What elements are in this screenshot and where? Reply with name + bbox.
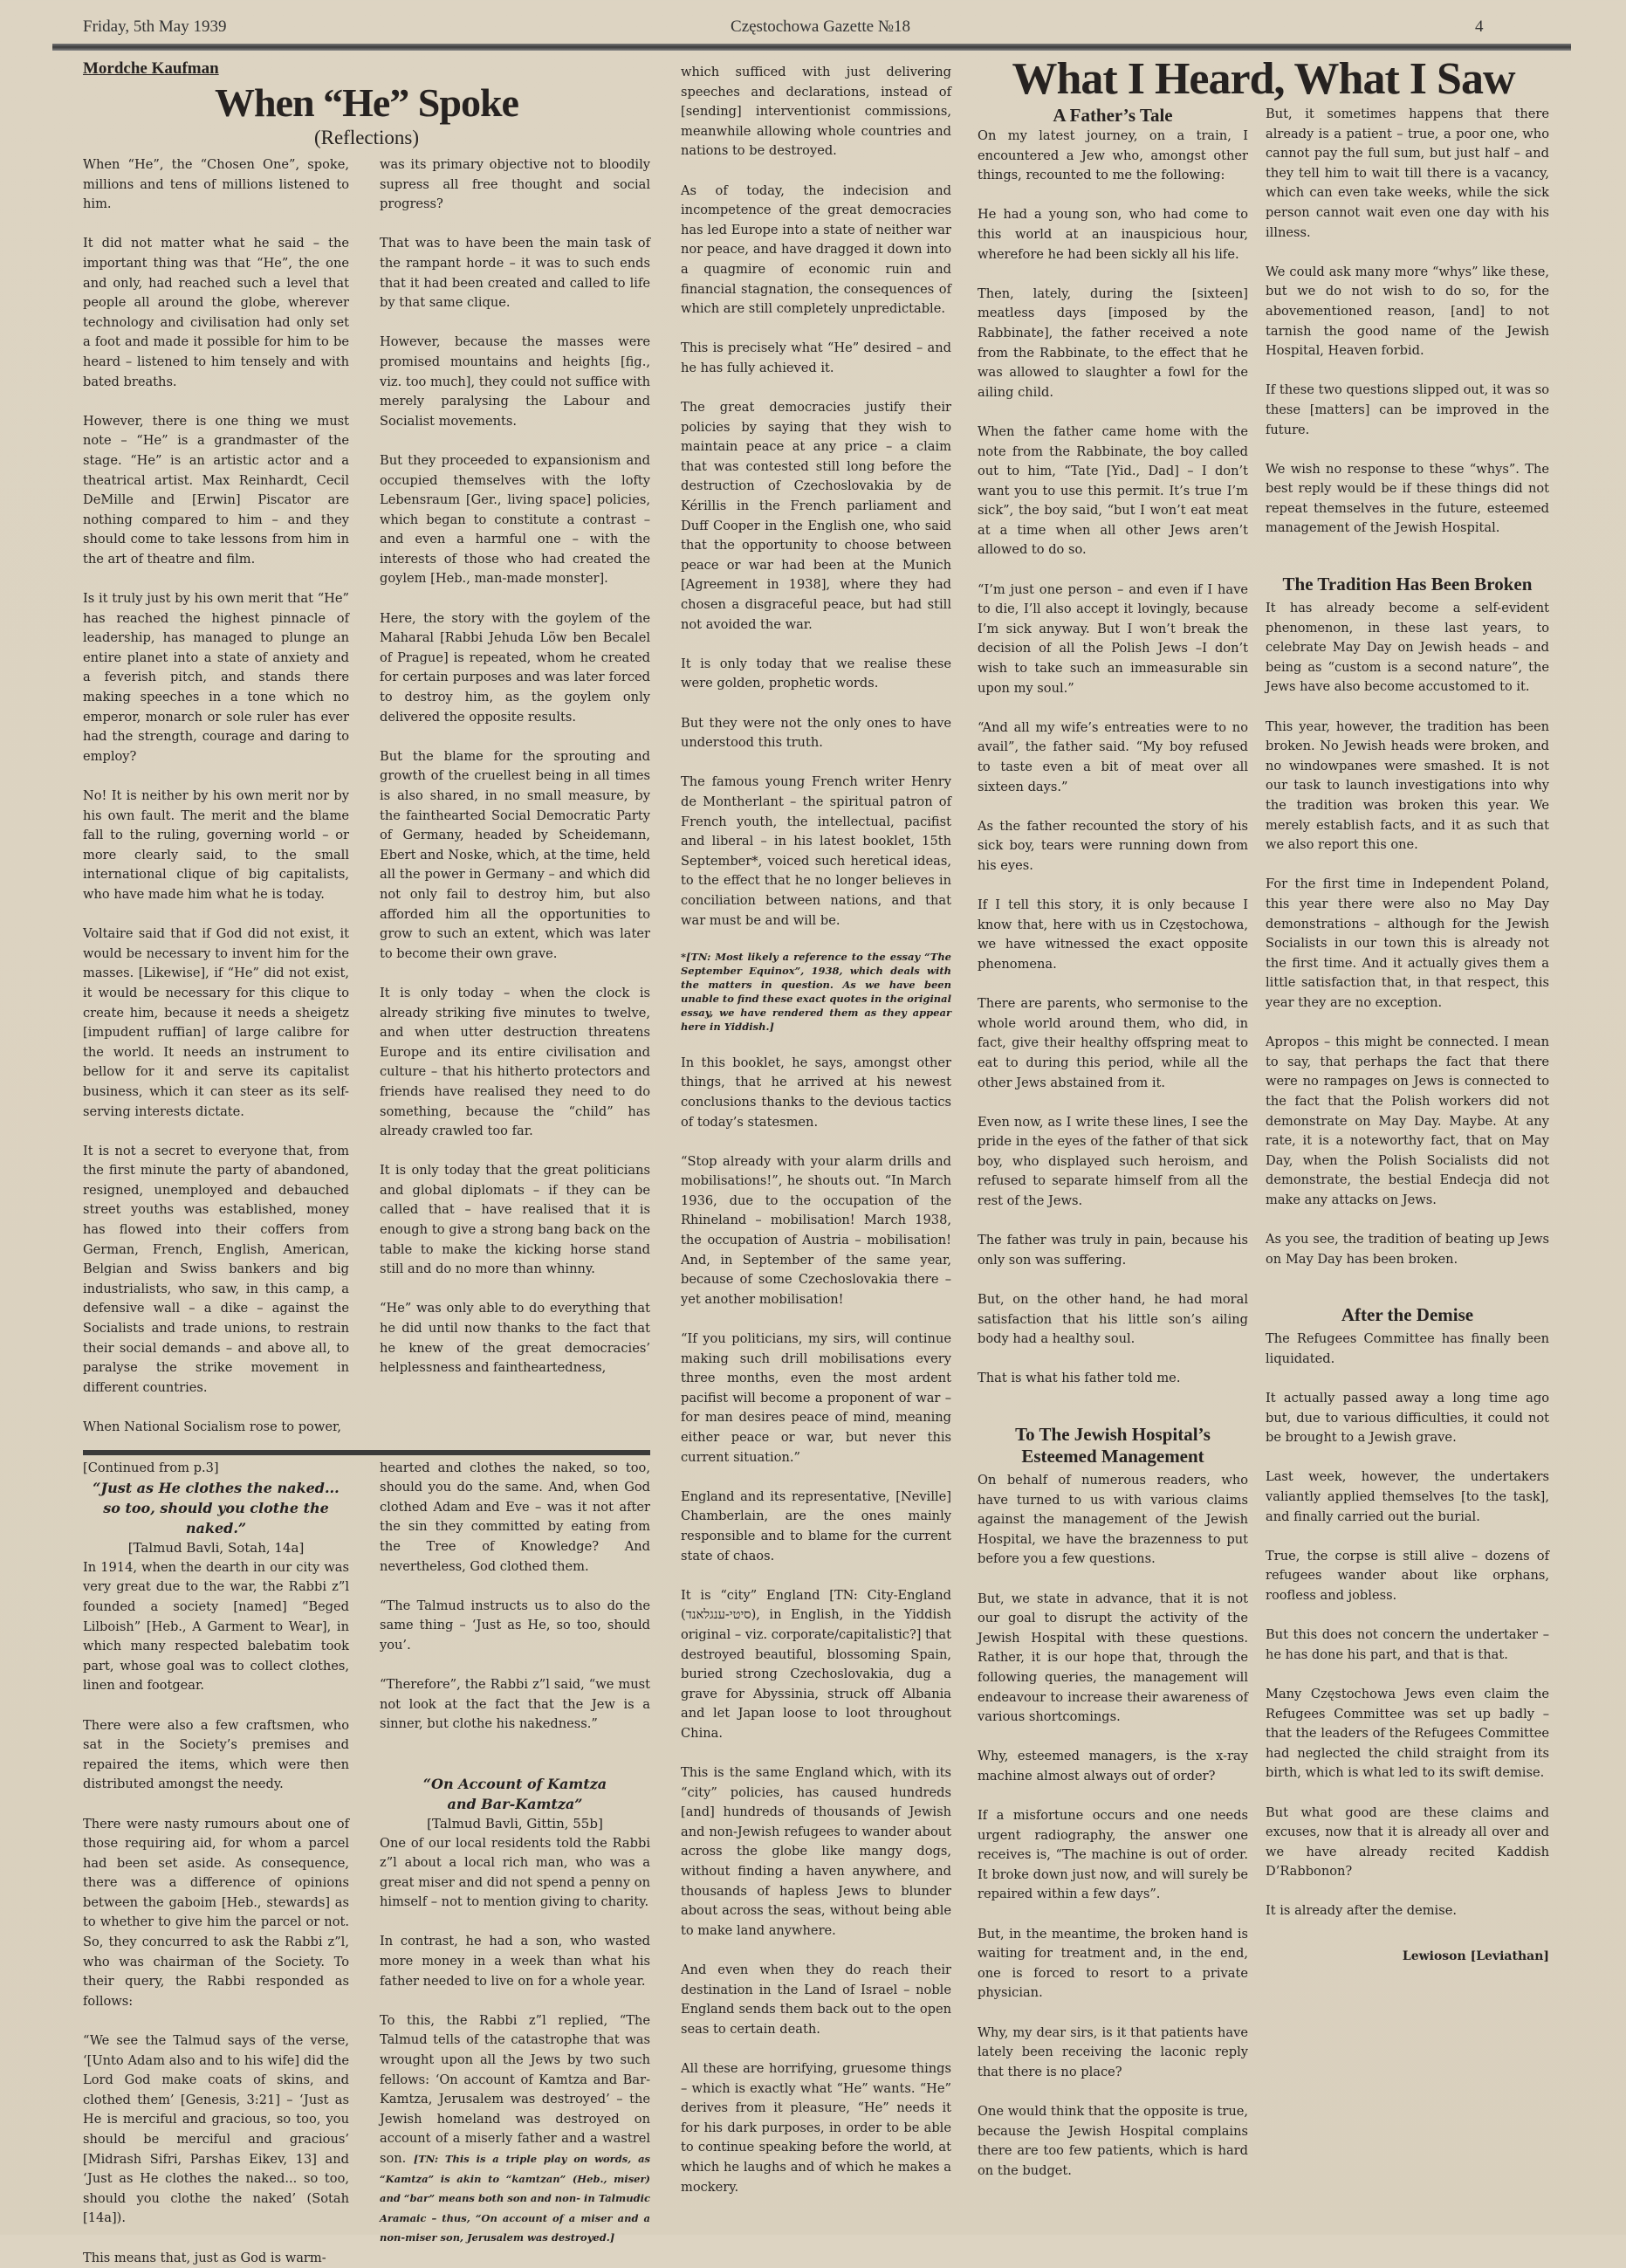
paragraph: We wish no response to these “whys”. The best reply would be if these things did not repeat themselves in the future, esteemed management of the Jewish Hospital. [1266, 461, 1549, 536]
paragraph: This means that, just as God is warm- [83, 2250, 326, 2265]
issue-date: Friday, 5th May 1939 [83, 17, 227, 36]
tradition-text [1266, 599, 1549, 1269]
paragraph: No! It is neither by his own merit nor by his own fault. The merit and the blame fall to the ruling, governing world – or more clearly said, to the small international clique of big capitalists, who have made him what he is today. [83, 788, 349, 902]
paragraph: We could ask many more “whys” like these, but we do not wish to do so, for the abovementioned reason, [and] to not tarnish the good name of the Jewish Hospital, Heaven forbid. [1266, 264, 1549, 359]
paragraph: One would think that the opposite is true, because the Jewish Hospital complains there are too few patients, which is hard on the budget. [978, 2104, 1248, 2178]
translator-note: *[TN: Most likely a reference to the essay “The September Equinox”, 1938, which deals with the matters in question. As we have been unable to find these exact quotes in the original essay, we have rendered them as they appear here in Yiddish.] [681, 951, 951, 1034]
section-title: What I Heard, What I Saw [1012, 54, 1515, 104]
paragraph: It actually passed away a long time ago but, due to various difficulties, it could not be brought to a Jewish grave. [1266, 1391, 1549, 1446]
kamtza-last-paragraph: To this, the Rabbi z”l replied, “The Talmud tells of the catastrophe that was wrought upon all the Jews by two such fellows: ‘On account of Kamtza and Bar-Kamtza, Jerusalem was destroyed’ – the Jewish homeland was destroyed on account of a miserly father and a wastrel son. [380, 2012, 650, 2166]
paragraph: It is already after the demise. [1266, 1903, 1457, 1919]
paragraph: But what good are these claims and excuses, now that it is already all over and we have already recited Kaddish D’Rabbonon? [1266, 1804, 1549, 1880]
header-rule [52, 44, 1571, 51]
paragraph: It has already become a self-evident phenomenon, in these last years, to celebrate May Day on Jewish heads – and being as “custom is a second nature”, the Jews have also become accustomed to it. [1266, 601, 1549, 695]
paragraph: “He” was only able to do everything that he did until now thanks to the fact that he knew of the great democracies’ helplessness and faintheartedness, [380, 1301, 650, 1376]
right-column-2 [1266, 105, 1549, 1965]
kamtza-translator-note: [TN: This is a triple play on words, as “Kamtza” is akin to “kamtzan” (Heb., miser) and “bar” means both son and non- in Talmudic Aramaic – thus, “On account of a miser and a non-miser son, Jerusalem was destroyed.] [380, 2153, 651, 2244]
paragraph: Even now, as I write these lines, I see the pride in the eyes of the father of that sick boy, who displayed such heroism, and refused to separate himself from all the rest of the Jews. [978, 1114, 1248, 1209]
paragraph: He had a young son, who had come to this world at an inauspicious hour, wherefore he had been sickly all his life. [978, 207, 1248, 262]
paragraph: In 1914, when the dearth in our city was very great due to the war, the Rabbi z”l founded a society [named] “Beged Lilboish” [Heb., A Garment to Wear], in which many respected balebatim took part, whose goal was to collect clothes, linen and footgear. [83, 1559, 349, 1694]
article-column-2 [380, 155, 650, 1378]
paragraph: hearted and clothes the naked, so too, should you do the same. And, when God clothed Adam and Eve – was it not after the sin they committed by eating from the Tree of Knowledge? And nevertheless, God clothed them. [380, 1460, 650, 1574]
paragraph: But they were not the only ones to have understood this truth. [681, 715, 951, 751]
paragraph: It is “city” England [TN: City-England (סיטי-ענגלאנד), in English, in the Yiddish original – viz. corporate/capitalistic?] that destroyed beautiful, blossoming Spain, buried strong Czechoslovakia, dug a grave for Abyssinia, struck off Albania and let Japan loose to loot throughout China. [681, 1587, 951, 1741]
article-subtitle: (Reflections) [313, 127, 420, 148]
paragraph: As you see, the tradition of beating up Jews on May Day has been broken. [1266, 1232, 1549, 1267]
paragraph: But they proceeded to expansionism and occupied themselves with the lofty Lebensraum [Ger., living space] policies, which began to constitute a contrast – and even a harmful one – with the interests of those who had created the goylem [Heb., man-made monster]. [380, 452, 650, 587]
right-region [978, 54, 1549, 2181]
paragraph: The father was truly in pain, because his only son was suffering. [978, 1233, 1248, 1268]
byline: Mordche Kaufman [83, 59, 219, 78]
continued-column-2-text [380, 1459, 650, 1735]
paragraph: For the first time in Independent Poland, this year there were also no May Day demonstrations – although for the Jewish Socialists in our town this is already not the first time. And it actually gives them a little satisfaction that, in that respect, this year they are no exception. [1266, 876, 1549, 1010]
page-number: 4 [1475, 17, 1484, 36]
paragraph: Why, esteemed managers, is the x-ray machine almost always out of order? [978, 1749, 1248, 1783]
paragraph: If a misfortune occurs and one needs urgent radiography, the answer one receives is, “The machine is out of order. It broke down just now, and will surely be repaired within a few days”. [978, 1808, 1248, 1902]
paragraph: But, on the other hand, he had moral satisfaction that his little son’s ailing body had a healthy soul. [978, 1292, 1248, 1347]
right-columns-row [978, 105, 1549, 2181]
hospital-text [978, 1471, 1248, 2181]
demise-heading: After the Demise [1341, 1304, 1474, 1326]
paragraph: But this does not concern the undertaker – he has done his part, and that is that. [1266, 1627, 1549, 1662]
paragraph: And even when they do reach their destination in the Land of Israel – noble England sends them back out to the open seas to certain death. [681, 1962, 951, 2037]
hospital-continued-text [1266, 105, 1549, 539]
continued-from: [Continued from p.3] [83, 1460, 219, 1475]
paragraph: In this booklet, he says, amongst other things, that he arrived at his newest conclusions thanks to the devious tactics of today’s statesmen. [681, 1055, 951, 1130]
paragraph: England and its representative, [Neville] Chamberlain, are the ones mainly responsible and to blame for the current state of chaos. [681, 1488, 951, 1564]
paragraph: When National Socialism rose to power, [83, 1419, 341, 1434]
paragraph: If I tell this story, it is only because I know that, here with us in Częstochowa, we have witnessed the exact opposite phenomena. [978, 897, 1248, 972]
paragraph: It is only today that the great politicians and global diplomats – if they can be called that – have realised that it is enough to give a strong bang back on the table to make the kicking horse stand still and do no more than whinny. [380, 1163, 650, 1277]
column-3-text-upper [681, 63, 951, 931]
paragraph: The famous young French writer Henry de Montherlant – the spiritual patron of French youth, the intellectual, pacifist and liberal – in his latest booklet, 15th September*, voiced such heretical ideas, to the effect that he no longer believes in conciliation between nations, and that war must be and will be. [681, 774, 951, 928]
demise-text [1266, 1330, 1549, 1921]
paragraph: It is only today that we realise these were golden, prophetic words. [681, 656, 951, 691]
paragraph: which sufficed with just delivering speeches and declarations, instead of [sending] interventionist commissions, meanwhile allowing whole countries and nations to be destroyed. [681, 65, 951, 159]
paragraph: As the father recounted the story of his sick boy, tears were running down from his eyes. [978, 818, 1248, 873]
left-region [83, 59, 650, 2268]
paragraph: There were nasty rumours about one of those requiring aid, for whom a parcel had been set aside. As consequence, there was a difference of opinions between the gaboim [Heb., stewards] as to whether to give him the parcel or not. So, they concurred to ask the Rabbi z”l, who was chairman of the Society. To their query, the Rabbi responded as follows: [83, 1816, 349, 2009]
paragraph: But the blame for the sprouting and growth of the cruellest being in all times is also shared, in no small measure, by the fainthearted Social Democratic Party of Germany, headed by Scheidemann, Ebert and Noske, which, at the time, held all the power in Germany – and which did not only fail to destroy him, but also afforded him all the opportunities to grow to such an extent, which was later to become their own grave. [380, 748, 650, 961]
citation-sotah: [Talmud Bavli, Sotah, 14a] [127, 1540, 305, 1557]
paragraph: Then, lately, during the [sixteen] meatless days [imposed by the Rabbinate], the father received a note from the Rabbinate, to the effect that he was allowed to slaughter a fowl for the ailing child. [978, 285, 1248, 400]
article-columns-row [83, 155, 650, 1438]
paragraph: On behalf of numerous readers, who have turned to us with various claims against the management of the Jewish Hospital, we have the brazenness to put before you a few questions. [978, 1473, 1248, 1567]
paragraph: was its primary objective not to bloodily supress all free thought and social progress? [380, 157, 650, 212]
paragraph: “I’m just one person – and even if I have to die, I’ll also accept it lovingly, because I’m sick anyway. But I won’t break the decision of all the Polish Jews –I don’t wish to take such an immeasurable sin upon my soul.” [978, 581, 1248, 696]
paragraph: Many Częstochowa Jews even claim the Refugees Committee was set up badly – that the leaders of the Refugees Committee had neglected the child straight from its birth, which is what led to its swift demise. [1266, 1686, 1549, 1781]
paragraph: There are parents, who sermonise to the whole world around them, who did, in fact, give their healthy offspring meat to eat to during this period, while all the other Jews abstained from it. [978, 996, 1248, 1090]
paragraph: However, there is one thing we must note – “He” is a grandmaster of the stage. “He” is an artistic actor and a theatrical artist. Max Reinhardt, Cecil DeMille and [Erwin] Piscator are nothing compared to him – and they should come to take lessons from him in the art of theatre and film. [83, 413, 349, 567]
paragraph: But, it sometimes happens that there already is a patient – true, a poor one, who cannot pay the full sum, but just half – and they tell him to wait till there is a vacancy, which can even take weeks, while the sick person cannot wait even one day with his illness. [1266, 107, 1549, 240]
paragraph: “Stop already with your alarm drills and mobilisations!”, he shouts out. “In March 1936, due to the occupation of the Rhineland – mobilisation! March 1938, the occupation of Austria – mobilisation! And, in September of the same year, because of some Czechoslovakia there – yet another mobilisation! [681, 1153, 951, 1307]
paragraph: There were also a few craftsmen, who sat in the Society’s premises and repaired the items, which were then distributed amongst the needy. [83, 1717, 349, 1792]
continued-columns-row [83, 1459, 650, 2268]
paragraph: When “He”, the “Chosen One”, spoke, millions and tens of millions listened to him. [83, 157, 349, 212]
paragraph: On my latest journey, on a train, I encountered a Jew who, amongst other things, recounted to me the following: [978, 128, 1248, 183]
paragraph: When the father came home with the note from the Rabbinate, the boy called out to him, “Tate [Yid., Dad] – I don’t want you to use this permit. It’s true I’m sick”, the boy said, “but I won’t eat meat at a time when all other Jews aren’t allowed to do so. [978, 423, 1248, 558]
paragraph: This year, however, the tradition has been broken. No Jewish heads were broken, and no windowpanes were smashed. It is not our task to launch investigations into why the tradition was broken this year. We merely establish facts, and it as such that we also report this one. [1266, 718, 1549, 853]
fathers-tale-text [978, 127, 1248, 1389]
paragraph: Apropos – this might be connected. I mean to say, that perhaps the fact that there were no rampages on Jews is connected to the fact that the Polish workers did not demonstrate on May Day. Maybe. At any rate, it is a noteworthy fact, that on May Day, when the Polish Socialists did not demonstrate, the bestial Endecja did not make any attacks on Jews. [1266, 1034, 1549, 1207]
paragraph: “The Talmud instructs us to also do the same thing – ‘Just as He, so too, should you’. [380, 1598, 650, 1653]
continued-column-2 [380, 1459, 650, 2248]
paragraph: However, because the masses were promised mountains and heights [fig., viz. too much], they could not suffice with merely paralysing the Labour and Socialist movements. [380, 334, 651, 429]
paragraph: One of our local residents told the Rabbi z”l about a local rich man, who was a great miser and did not spend a penny on himself – not to mention giving to charity. [380, 1835, 650, 1910]
publication-name: Częstochowa Gazette №18 [731, 17, 910, 36]
article-column-3 [681, 63, 951, 2197]
paragraph: It is not a secret to everyone that, from the first minute the party of abandoned, resigned, unemployed and debauched street youths was established, money has flowed into their coffers from German, French, English, American, Belgian and Swiss bankers and big industrialists, who saw, in this camp, a defensive wall – a dike – against the Socialists and trade unions, to restrain their social demands – and above all, to paralyse the strike movement in different countries. [83, 1143, 349, 1395]
paragraph: But, we state in advance, that it is not our goal to disrupt the activity of the Jewish Hospital with these questions. Rather, it is our hope that, through the following queries, the management will endeavour to increase their awareness of various shortcomings. [978, 1591, 1248, 1725]
article-title: When “He” Spoke [215, 80, 518, 125]
paragraph: Why, my dear sirs, is it that patients have lately been receiving the laconic reply that there is no place? [978, 2024, 1248, 2079]
paragraph: Voltaire said that if God did not exist, it would be necessary to invent him for the masses. [Likewise], if “He” did not exist, it would be necessary for this clique to create him, because it needs a sheigetz [impudent ruffian] of large calibre for the world. It needs an instrument to bellow for it and serve its capitalist business, which it can steer as its self-serving interests dictate. [83, 926, 349, 1119]
paragraph: But, in the meantime, the broken hand is waiting for treatment and, in the end, one is forced to resort to a private physician. [978, 1926, 1248, 2001]
hospital-heading: To The Jewish Hospital’s Esteemed Management [1015, 1424, 1211, 1467]
paragraph: Is it truly just by his own merit that “He” has reached the highest pinnacle of leadership, has managed to plunge an entire planet into a state of anxiety and a feverish pitch, and stands there making speeches in a tone which no emperor, monarch or sole ruler has ever had the strength, courage and daring to employ? [83, 591, 349, 764]
paragraph: If these two questions slipped out, it was so these [matters] can be improved in the future. [1266, 382, 1549, 437]
paragraph: This is the same England which, with its “city” policies, has caused hundreds [and] hundreds of thousands of Jewish and non-Jewish refugees to wander about across the globe like mangy dogs, without finding a haven anywhere, and thousands of hapless Jews to blunder about across the seas, without being able to make land anywhere. [681, 1765, 951, 1938]
right-column-1 [978, 105, 1248, 2181]
paragraph: It is only today – when the clock is already striking five minutes to twelve, and when utter destruction threatens Europe and its entire civilisation and culture – that his hitherto protectors and friends have realised they need to do something, because the “child” has already crawled too far. [380, 985, 650, 1139]
section-divider [83, 1450, 650, 1455]
paragraph: “We see the Talmud says of the verse, ‘[Unto Adam also and to his wife] did the Lord God make coats of skins, and clothed them’ [Genesis, 3:21] – ‘Just as He is merciful and gracious, so too, you should be merciful and gracious’ [Midrash Sifri, Parshas Eikev, 13] and ‘Just as He clothes the naked... so too, should you clothe the naked’ (Sotah [14a]). [83, 2033, 349, 2226]
citation-gittin: [Talmud Bavli, Gittin, 55b] [427, 1815, 603, 1832]
paragraph: That is what his father told me. [978, 1371, 1181, 1386]
article-column-1 [83, 155, 349, 1438]
paragraph: As of today, the indecision and incompetence of the great democracies has led Europe into a state of neither war nor peace, and have dragged it down into a quagmire of economic ruin and financial stagnation, the consequences of which are still completely unpredictable. [681, 182, 951, 317]
section-heading-sotah: “Just as He clothes the naked... so too, should you clothe the naked.” [93, 1480, 340, 1537]
paragraph: All these are horrifying, gruesome things – which is exactly what “He” wants. “He” derives from it pleasure, “He” needs it for his dark purposes, in order to be able to continue speaking before the world, at which he laughs and of which he makes a mockery. [681, 2061, 951, 2195]
paragraph: “If you politicians, my sirs, will continue making such drill mobilisations every three months, even the most ardent pacifist will become a proponent of war – for man desires peace of mind, meaning either peace or war, but never this current situation.” [681, 1331, 951, 1465]
paragraph: That was to have been the main task of the rampant horde – it was to such ends that it had been created and called to life by that same clique. [380, 236, 650, 311]
paragraph: This is precisely what “He” desired – and he has fully achieved it. [681, 340, 951, 375]
continued-column-1 [83, 1459, 349, 2268]
paragraph: True, the corpse is still alive – dozens of refugees wander about like orphans, roofless and jobless. [1266, 1548, 1549, 1603]
tradition-heading: The Tradition Has Been Broken [1282, 574, 1533, 595]
paragraph: It did not matter what he said – the important thing was that “He”, the one and only, had reached such a level that people all around the globe, wherever technology and civilisation had only set a foot and made it possible for him to be heard – listened to him tensely and with bated breaths. [83, 236, 349, 389]
paragraph: In contrast, he had a son, who wasted more money in a week than what his father needed to live on for a whole year. [380, 1934, 650, 1989]
paragraph: “Therefore”, the Rabbi z”l said, “we must not look at the fact that the Jew is a sinner, but clothe his nakedness.” [380, 1677, 650, 1732]
paragraph: Here, the story with the goylem of the Maharal [Rabbi Jehuda Löw ben Becalel of Prague] is repeated, whom he created for certain purposes and was later forced to destroy him, as the goylem only delivered the opposite results. [380, 610, 650, 725]
paragraph: “And all my wife’s entreaties were to no avail”, the father said. “My boy refused to taste even a bit of meat over all sixteen days.” [978, 719, 1248, 794]
paragraph: The Refugees Committee has finally been liquidated. [1266, 1331, 1549, 1366]
section-heading-kamtza: “On Account of Kamtza and Bar-Kamtza” [422, 1775, 607, 1812]
paragraph: The great democracies justify their policies by saying that they wish to maintain peace at any price – a claim that was contested still long before the destruction of Czechoslovakia by de Kérillis in the French parliament and Duff Cooper in the English one, who said that the opportunity to choose between peace or war had been at the Munich [Agreement in 1938], where they had chosen a disgraceful peace, but had still not avoided the war. [681, 400, 951, 632]
kamtza-text [380, 1834, 650, 1992]
author-signature: Lewioson [Leviathan] [1402, 1949, 1549, 1964]
fathers-tale-heading: A Father’s Tale [1053, 105, 1173, 126]
paragraph: Last week, however, the undertakers valiantly applied themselves [to the task], and finally carried out the burial. [1266, 1469, 1549, 1524]
continued-column-1-text [83, 1558, 349, 2268]
column-3-text-lower [681, 1054, 951, 2197]
